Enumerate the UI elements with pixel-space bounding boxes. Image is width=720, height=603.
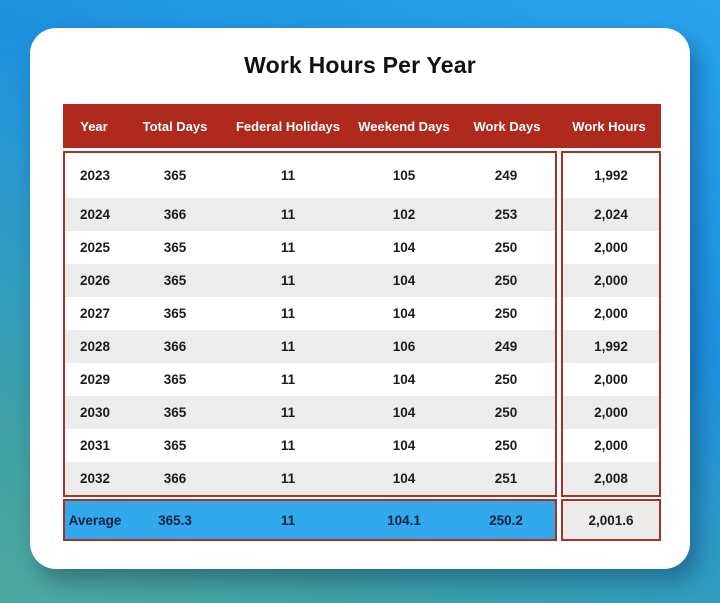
- cell-year: 2029: [79, 372, 111, 387]
- cell-federal-holidays: 11: [280, 273, 296, 288]
- header-cell-year: Year: [80, 118, 108, 134]
- cell-federal-holidays: 11: [280, 405, 296, 420]
- cell-work-days: 250: [494, 273, 518, 288]
- table-row: [563, 264, 659, 297]
- cell-work-hours: 2,000: [594, 405, 628, 420]
- cell-year: 2031: [79, 438, 111, 453]
- cell-total-days: 365: [163, 306, 187, 321]
- header-cell-work-days: Work Days: [473, 118, 541, 134]
- cell-total-days: 365: [163, 405, 187, 420]
- cell-weekend-days: 102: [392, 207, 416, 222]
- cell-work-hours: 2,000: [594, 240, 628, 255]
- average-row-main: [63, 499, 557, 541]
- cell-total-days: 366: [163, 339, 187, 354]
- cell-federal-holidays: 11: [280, 240, 296, 255]
- cell-weekend-days: 106: [392, 339, 416, 354]
- cell-weekend-days: 104: [392, 438, 416, 453]
- table-row: [563, 231, 659, 264]
- cell-work-hours: 2,000: [594, 273, 628, 288]
- cell-work-days: 250: [494, 372, 518, 387]
- cell-federal-holidays: 11: [280, 168, 296, 183]
- average-cell-work-hours: 2,001.6: [561, 499, 661, 541]
- cell-work-days: 249: [494, 339, 518, 354]
- cell-year: 2025: [79, 240, 111, 255]
- table-body: [63, 151, 661, 497]
- table-row: [563, 396, 659, 429]
- cell-federal-holidays: 11: [280, 207, 296, 222]
- cell-work-hours: 1,992: [594, 168, 628, 183]
- page-title: Work Hours Per Year: [244, 52, 476, 78]
- cell-work-days: 251: [494, 471, 518, 486]
- table-row: [65, 330, 555, 363]
- cell-weekend-days: 104: [392, 306, 416, 321]
- cell-work-hours: 2,000: [594, 306, 628, 321]
- table-row: [65, 462, 555, 495]
- cell-work-days: 250: [494, 438, 518, 453]
- table-row: [563, 429, 659, 462]
- cell-federal-holidays: 11: [280, 372, 296, 387]
- table-row: [65, 153, 555, 198]
- cell-work-hours: 1,992: [594, 339, 628, 354]
- header-cell-work-hours: Work Hours: [572, 118, 646, 134]
- cell-work-days: 249: [494, 168, 518, 183]
- table-row: [563, 462, 659, 495]
- cell-work-hours: 2,000: [594, 438, 628, 453]
- cell-total-days: 366: [163, 471, 187, 486]
- cell-year: 2027: [79, 306, 111, 321]
- work-hours-card: [30, 28, 690, 569]
- cell-work-hours: 2,024: [594, 207, 628, 222]
- cell-total-days: 365: [163, 372, 187, 387]
- table-row: [65, 264, 555, 297]
- cell-total-days: 365: [163, 273, 187, 288]
- cell-federal-holidays: 11: [280, 438, 296, 453]
- cell-total-days: 365: [163, 240, 187, 255]
- cell-total-days: 365: [163, 438, 187, 453]
- table-body-main: [63, 151, 557, 497]
- cell-year: 2024: [79, 207, 111, 222]
- cell-year: 2023: [79, 168, 111, 183]
- cell-federal-holidays: 11: [280, 471, 296, 486]
- header-cell-total-days: Total Days: [142, 118, 208, 134]
- cell-weekend-days: 104: [392, 273, 416, 288]
- average-row: [63, 499, 661, 541]
- table-header: [63, 104, 661, 148]
- cell-year: 2032: [79, 471, 111, 486]
- table-row: [563, 330, 659, 363]
- table-row: [65, 429, 555, 462]
- average-cell-federal-holidays: 11: [280, 512, 296, 528]
- table-row: [65, 198, 555, 231]
- cell-year: 2026: [79, 273, 111, 288]
- average-cell-weekend-days: 104.1: [387, 512, 421, 528]
- cell-work-hours: 2,000: [594, 372, 628, 387]
- cell-work-hours: 2,008: [594, 471, 628, 486]
- cell-work-days: 250: [494, 405, 518, 420]
- cell-work-days: 250: [494, 306, 518, 321]
- header-cell-federal-holidays: Federal Holidays: [235, 118, 341, 134]
- cell-work-days: 250: [494, 240, 518, 255]
- header-cell-weekend-days: Weekend Days: [358, 118, 450, 134]
- cell-weekend-days: 105: [392, 168, 416, 183]
- cell-total-days: 366: [163, 207, 187, 222]
- average-cell-total-days: 365.3: [158, 512, 192, 528]
- table-row: [65, 363, 555, 396]
- average-cell-work-days: 250.2: [489, 512, 523, 528]
- table-row: [563, 153, 659, 198]
- work-hours-table: [63, 104, 661, 541]
- cell-year: 2030: [79, 405, 111, 420]
- cell-weekend-days: 104: [392, 405, 416, 420]
- cell-weekend-days: 104: [392, 372, 416, 387]
- cell-weekend-days: 104: [392, 240, 416, 255]
- cell-weekend-days: 104: [392, 471, 416, 486]
- table-body-work-hours: [561, 151, 661, 497]
- table-row: [65, 231, 555, 264]
- table-row: [563, 363, 659, 396]
- cell-total-days: 365: [163, 168, 187, 183]
- cell-year: 2028: [79, 339, 111, 354]
- table-row: [563, 297, 659, 330]
- cell-work-days: 253: [494, 207, 518, 222]
- table-row: [563, 198, 659, 231]
- table-row: [65, 297, 555, 330]
- cell-federal-holidays: 11: [280, 306, 296, 321]
- table-row: [65, 396, 555, 429]
- average-label: Average: [68, 512, 122, 528]
- cell-federal-holidays: 11: [280, 339, 296, 354]
